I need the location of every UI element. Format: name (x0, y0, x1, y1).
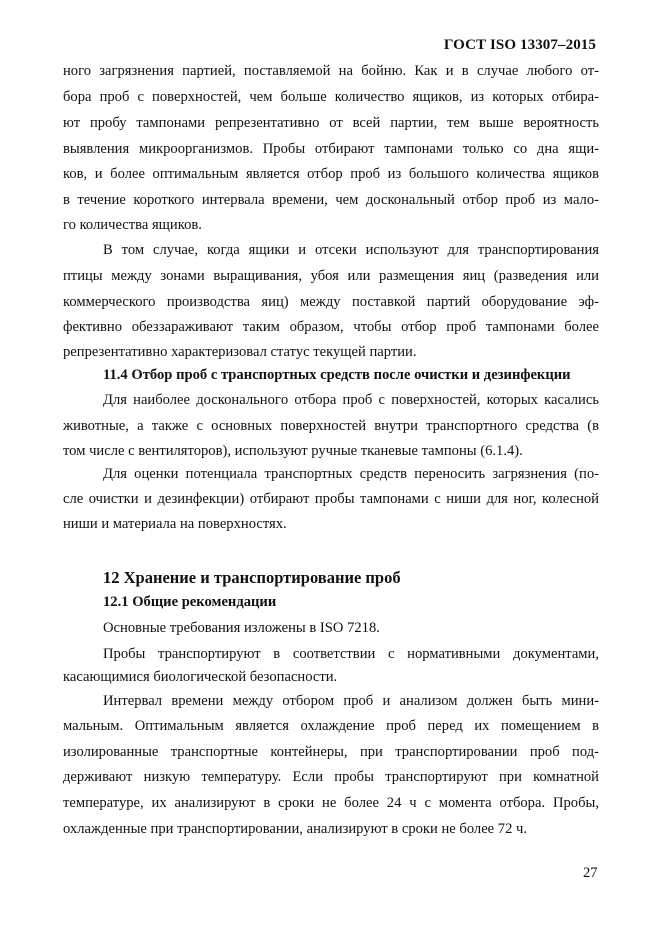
text-line: Основные требования изложены в ISO 7218. (103, 620, 380, 636)
text-line: изолированные транспортные контейнеры, при транспортировании проб под- (63, 744, 599, 760)
text-line: выявления микроорганизмов. Пробы отбирают тампонами только со дна ящи- (63, 141, 599, 157)
text-line: птицы между зонами выращивания, убоя или размещения яиц (разведения или (63, 268, 599, 284)
text-line: ного загрязнения партией, поставляемой на бойню. Как и в случае любого от- (63, 63, 599, 79)
text-line: фективно обеззараживают таким образом, чтобы отбор проб тампонами более (63, 319, 599, 335)
section-heading: 12 Хранение и транспортирование проб (103, 568, 401, 587)
text-line: касающимися биологической безопасности. (63, 669, 338, 685)
text-line: охлажденные при транспортировании, анализируют в сроки не более 72 ч. (63, 821, 528, 837)
subsection-heading: 11.4 Отбор проб с транспортных средств после очистки и дезинфекции (103, 367, 571, 383)
text-line: репрезентативно характеризовал статус текущей партии. (63, 344, 417, 360)
text-line: мальным. Оптимальным является охлаждение проб перед их помещением в (63, 718, 599, 734)
text-line: Для наиболее доскональногo отбора проб с поверхностей, которых касались (103, 392, 599, 408)
text-line: ков, и более оптимальным является отбор проб из большого количества ящиков (63, 166, 599, 182)
text-line: В том случае, когда ящики и отсеки используют для транспортирования (103, 242, 599, 258)
text-line: го количества ящиков. (63, 217, 202, 233)
text-line: в течение короткого интервала времени, чем доскональный отбор проб из мало- (63, 192, 599, 208)
text-line: Пробы транспортируют в соответствии с нормативными документами, (103, 646, 599, 662)
text-line: животные, а также с основных поверхностей внутри транспортного средства (в (63, 418, 599, 434)
page-number: 27 (583, 865, 598, 881)
text-line: Интервал времени между отбором проб и анализом должен быть мини- (103, 693, 599, 709)
text-line: ниши и материала на поверхностях. (63, 516, 287, 532)
text-line: том числе с вентиляторов), используют ручные тканевые тампоны (6.1.4). (63, 443, 523, 459)
subsection-heading: 12.1 Общие рекомендации (103, 594, 277, 610)
page-header: ГОСТ ISO 13307–2015 (443, 37, 596, 53)
text-line: коммерческого производства яиц) между поставкой партий оборудование эф- (63, 294, 599, 310)
text-line: температуре, их анализируют в сроки не более 24 ч с момента отбора. Пробы, (63, 795, 599, 811)
text-line: ют пробу тампонами репрезентативно от всей партии, тем выше вероятность (63, 115, 599, 131)
text-line: Для оценки потенциала транспортных средств переносить загрязнения (по- (103, 466, 599, 482)
text-line: сле очистки и дезинфекции) отбирают пробы тампонами с ниши для ног, колесной (63, 491, 599, 507)
text-line: бора проб с поверхностей, чем больше количество ящиков, из которых отбира- (63, 89, 599, 105)
text-line: держивают низкую температуру. Если пробы транспортируют при комнатной (63, 769, 599, 785)
